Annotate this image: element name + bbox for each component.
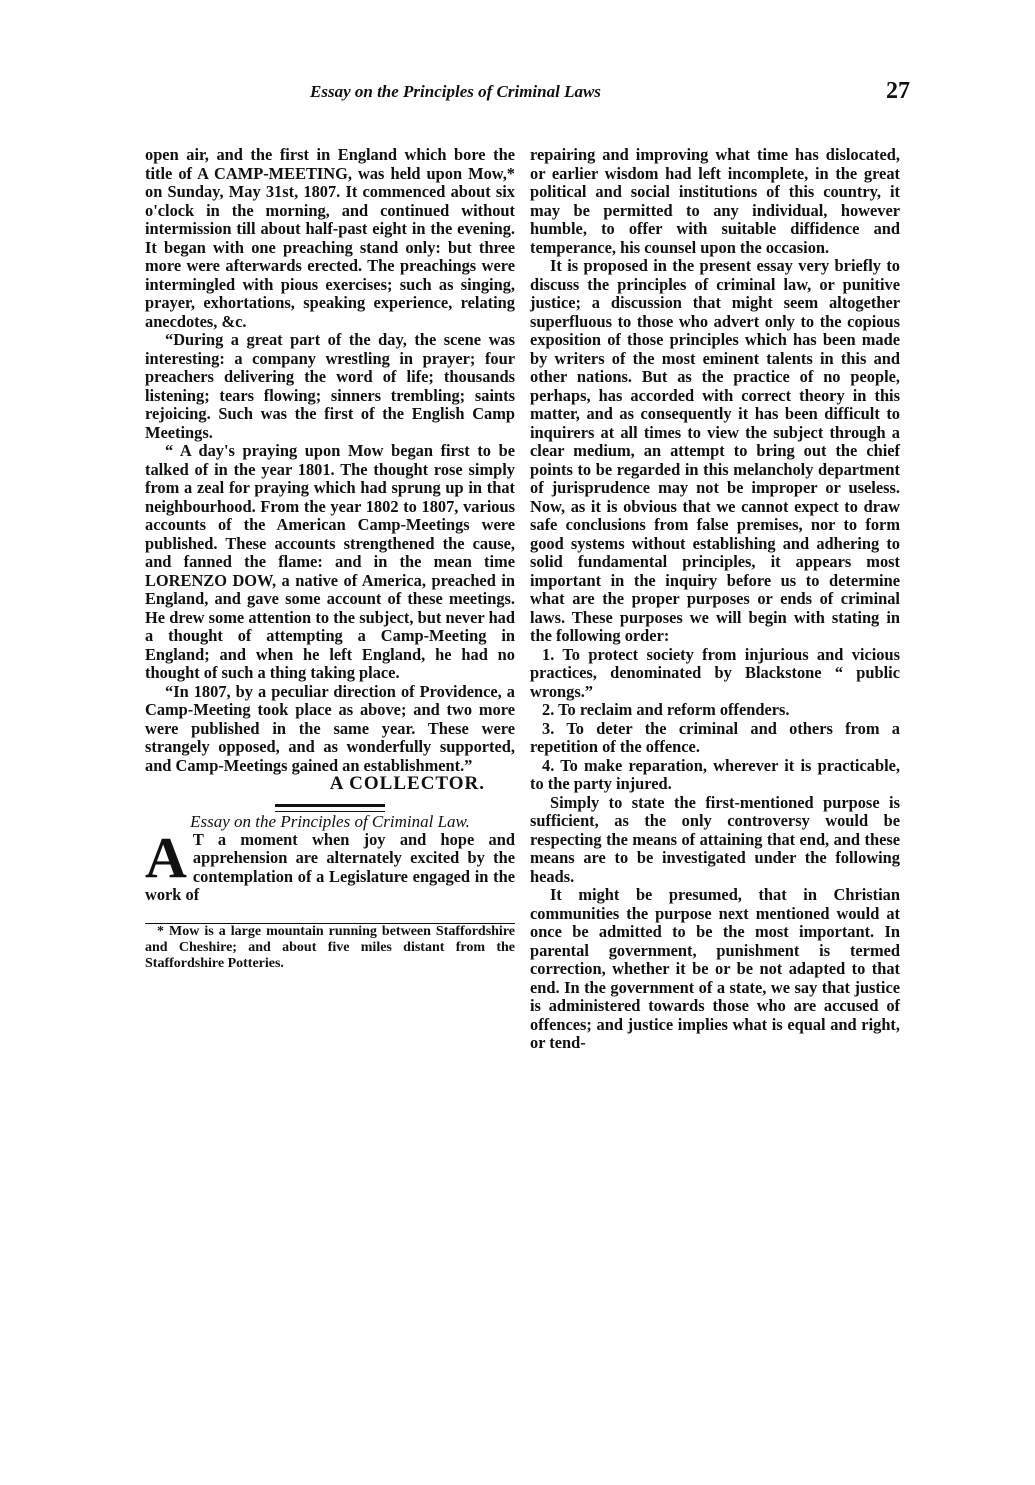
- paragraph: open air, and the first in England which bore the title of A CAMP-MEETING, was held upon Mow,* on Sunday, May 31st, 1807. It commenced about six o'clock in the morning, and continued without intermission till about half-past eight in the evening. It began with one preaching stand only: but three more were afterwards erected. The preachings were intermingled with pious exercises; such as singing, prayer, exhortations, speaking experience, relating anecdotes, &c.: [145, 145, 515, 331]
- essay-opening-text: T a moment when joy and hope and apprehension are alternately excited by the contemplation of a Legislature engaged in the work of: [145, 829, 515, 904]
- list-item: 2. To reclaim and reform offenders.: [542, 700, 790, 719]
- section-divider: [275, 804, 385, 812]
- paragraph: repairing and improving what time has dislocated, or earlier wisdom had left incomplete, in the great political and social institutions of this country, it may be permitted to any individual, however humble, to offer with suitable diffidence and temperance, his counsel upon the occasion.: [530, 145, 900, 257]
- list-item: 1. To protect society from injurious and vicious practices, denominated by Blackstone “ public wrongs.”: [530, 644, 900, 701]
- right-column: [530, 146, 900, 1053]
- drop-cap: A: [145, 824, 187, 890]
- essay-opening: [145, 824, 515, 905]
- paragraph: “In 1807, by a peculiar direction of Providence, a Camp-Meeting took place as above; and two more were published in the same year. These were strangely opposed, and as wonderfully supported, and Camp-Meetings gained an establishment.”: [145, 681, 515, 775]
- paragraph: It might be presumed, that in Christian communities the purpose next mentioned would at once be admitted to be the most important. In parental government, punishment is termed correction, whether it be or be not adapted to that end. In the government of a state, we say that justice is administered towards those who are accused of offences; and justice implies what is equal and right, or tend-: [530, 885, 900, 1052]
- list-item: 4. To make reparation, wherever it is practicable, to the party injured.: [530, 755, 900, 793]
- list-item: 3. To deter the criminal and others from a repetition of the offence.: [530, 718, 900, 756]
- running-head: [150, 78, 910, 110]
- paragraph: Simply to state the first-mentioned purpose is sufficient, as the only controversy would be respecting the means of attaining that end, and these means are to be investigated under the following heads.: [530, 792, 900, 886]
- paragraph: It is proposed in the present essay very briefly to discuss the principles of criminal law, or punitive justice; a discussion that might seem altogether superfluous to those who advert only to the copious exposition of those principles which has been made by writers of the most eminent talents in this and other nations. But as the practice of no people, perhaps, has accorded with correct theory in this matter, and as consequently it has been difficult to inquirers at all times to view the subject through a clear medium, an attempt to bring out the chief points to be regarded in this melancholy department of jurisprudence may not be improper or useless. Now, as it is obvious that we cannot expect to draw safe conclusions from false premises, nor to form good systems without establishing and adhering to solid fundamental principles, it appears most important in the inquiry before us to determine what are the proper purposes or ends of criminal laws. These purposes we will begin with stating in the following order:: [530, 256, 900, 645]
- paragraph: “ A day's praying upon Mow began first to be talked of in the year 1801. The thought rose simply from a zeal for praying which had sprung up in that neighbourhood. From the year 1802 to 1807, various accounts of the American Camp-Meetings were published. These accounts strengthened the cause, and fanned the flame: and in the mean time LORENZO DOW, a native of America, preached in England, and gave some account of these meetings. He drew some attention to the subject, but never had a thought of attempting a Camp-Meeting in England; and when he left England, he had no thought of such a thing taking place.: [145, 441, 515, 682]
- page-number: 27: [886, 78, 910, 104]
- signature: A COLLECTOR.: [329, 773, 485, 794]
- footnote: * Mow is a large mountain running between Staffordshire and Cheshire; and about five miles distant from the Staffordshire Potteries.: [145, 923, 515, 971]
- left-column: [145, 146, 515, 972]
- essay-title: Essay on the Principles of Criminal Law.: [190, 811, 470, 831]
- paragraph: “During a great part of the day, the scene was interesting: a company wrestling in prayer; four preachers delivering the word of life; thousands listening; tears flowing; sinners trembling; saints rejoicing. Such was the first of the English Camp Meetings.: [145, 330, 515, 442]
- running-title: Essay on the Principles of Criminal Laws: [310, 82, 601, 101]
